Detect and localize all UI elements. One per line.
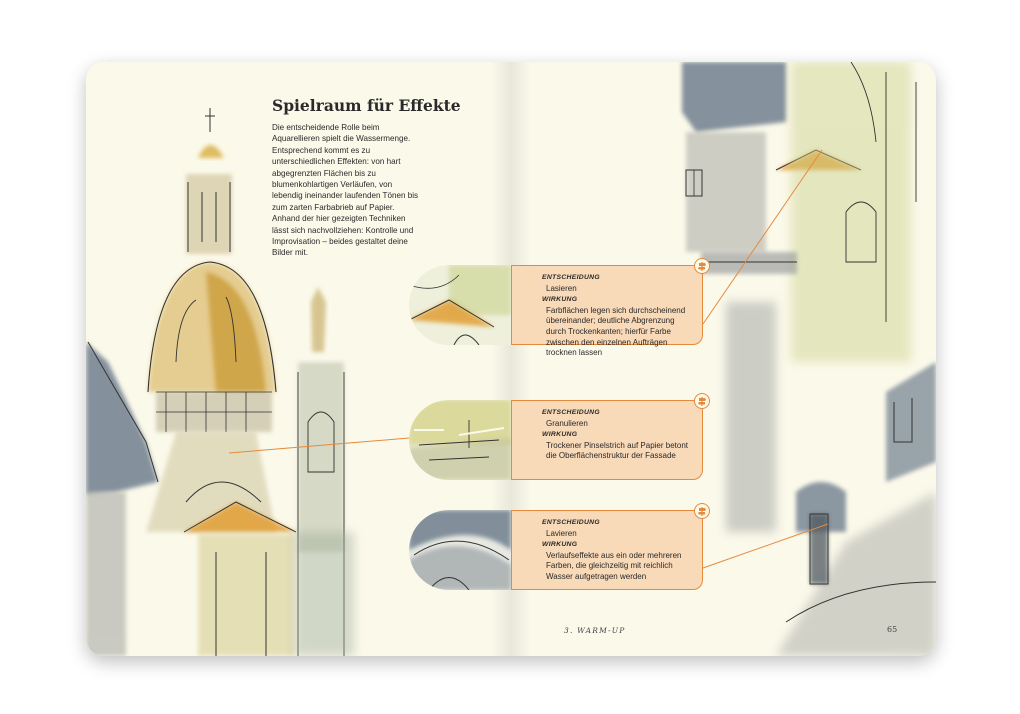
effect-label: WIRKUNG <box>542 541 578 549</box>
decision-label: ENTSCHEIDUNG <box>542 274 600 281</box>
technique-card-1 <box>511 265 703 358</box>
effect-value: Farbflächen legen sich durchscheinend übereinander; deutliche Abgrenzung durch Trockenkanten; hierfür Farbe zwischen den einzelnen Aufträgen trocknen lassen <box>546 305 686 358</box>
detail-thumbnail-3-image <box>409 510 511 590</box>
decision-label: ENTSCHEIDUNG <box>542 519 600 526</box>
chapter-label: 3. WARM-UP <box>564 626 626 635</box>
decision-value: Lavieren <box>546 528 577 538</box>
detail-thumbnail-1-image <box>409 265 511 345</box>
decision-value: Granulieren <box>546 418 588 428</box>
facade-drawing <box>682 62 936 656</box>
effect-label: WIRKUNG <box>542 431 578 439</box>
detail-thumbnail-1 <box>409 265 511 345</box>
page-number: 65 <box>887 625 898 634</box>
page-heading: Spielraum für Effekte <box>272 96 461 115</box>
effect-value: Verlaufseffekte aus ein oder mehreren Farben, die gleichzeitig mit reichlich Wasser aufgetragen werden <box>546 550 682 581</box>
detail-thumbnail-2 <box>409 400 511 480</box>
effect-label: WIRKUNG <box>542 296 578 304</box>
signpost-icon <box>694 503 710 519</box>
decision-label: ENTSCHEIDUNG <box>542 409 600 416</box>
intro-paragraph: Die entscheidende Rolle beim Aquarellieren spielt die Wassermenge. Entsprechend kommt es zu unterschiedlichen Effekten: von hart abgegrenzten Flächen bis zu blumenkohlartigen Verläufen, von lebendig ineinander laufenden Tönen bis zum zarten Farbabrieb auf Papier. Anhand der hier gezeigten Techniken lässt sich nachvollziehen: Kontrolle und Improvisation – beides gestaltet deine Bilder mit. <box>272 123 419 258</box>
signpost-icon <box>694 258 710 274</box>
decision-value: Lasieren <box>546 283 577 293</box>
technique-card-3 <box>511 510 703 590</box>
signpost-icon <box>694 393 710 409</box>
detail-thumbnail-2-image <box>409 400 511 480</box>
detail-thumbnail-3 <box>409 510 511 590</box>
book-spread <box>86 62 936 656</box>
technique-card-2 <box>511 400 703 480</box>
effect-value: Trockener Pinselstrich auf Papier betont die Oberflächenstruktur der Fassade <box>546 440 688 461</box>
